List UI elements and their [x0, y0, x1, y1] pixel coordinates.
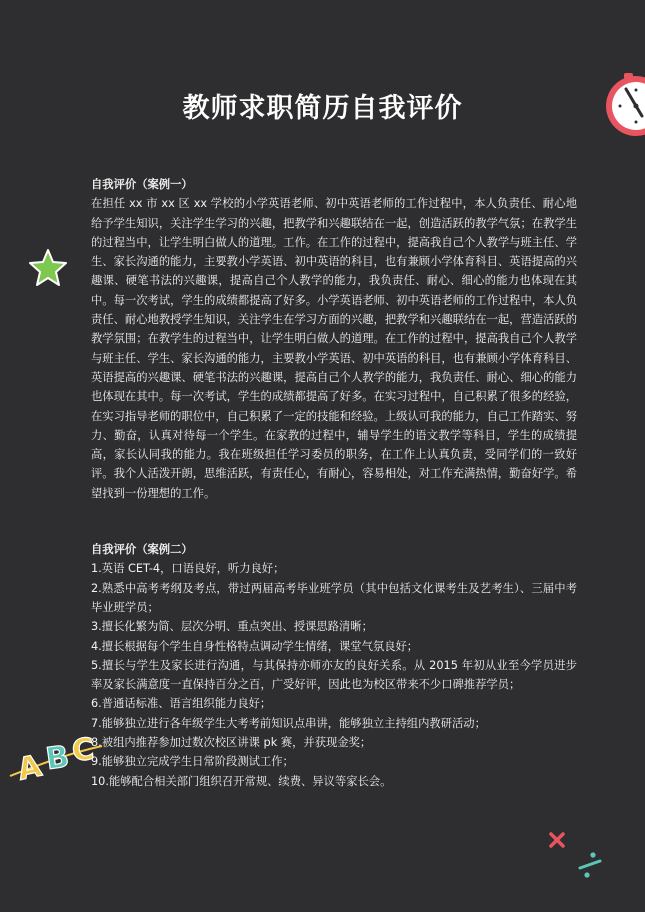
list-item: 9.能够独立完成学生日常阶段测试工作；: [91, 755, 294, 769]
document-body: [91, 175, 577, 791]
divide-icon: [577, 850, 603, 880]
case-one-paragraph: 在担任 xx 市 xx 区 xx 学校的小学英语老师、初中英语老师的工作过程中，本人负责任、耐心地给予学生知识，关注学生学习的兴趣，把教学和兴趣联结在一起，创造活跃的教学气氛；在教学生的过程当中，让学生明白做人的道理。工作。在工作的过程中，提高我自己个人教学与班主任、学生、家长沟通的能力，主要教小学英语、初中英语的科目，也有兼顾小学体育科目、英语提高的兴趣课、硬笔书法的兴趣课，提高自己个人教学的能力，我负责任、耐心、细心的能力也体现在其中。每一次考试，学生的成绩都提高了好多。小学英语老师、初中英语老师的工作过程中，本人负责任、耐心地教授学生知识，关注学生在学习方面的兴趣，把教学和兴趣联结在一起，营造活跃的教学氛围；在教学生的过程当中，让学生明白做人的道理。在工作的过程中，提高我自己个人教学与班主任、学生、家长沟通的能力，主要教小学英语、初中英语的科目，也有兼顾小学体育科目、英语提高的兴趣课、硬笔书法的兴趣课，提高自己个人教学的能力，我负责任、耐心、细心的能力也体现在其中。每一次考试，学生的成绩都提高了好多。在实习过程中，自己积累了很多的经验，在实习指导老师的职位中，自己积累了一定的技能和经验。上级认可我的能力，自己工作踏实、努力、勤奋，认真对待每一个学生。在家教的过程中，辅导学生的语文教学等科目，学生的成绩提高，家长认同我的能力。我在班级担任学习委员的职务，在工作上认真负责，受同学们的一致好评。我个人活泼开朗，思维活跃，有责任心，有耐心，容易相处，对工作充满热情，勤奋好学。希望找到一份理想的工作。: [91, 197, 577, 500]
list-item: 6.普通话标准、语言组织能力良好；: [91, 697, 272, 711]
abc-letter-a: A: [14, 748, 45, 788]
section-heading-case-two: 自我评价（案例二）: [91, 543, 193, 557]
page-title: 教师求职简历自我评价: [182, 93, 463, 124]
list-item: 10.能够配合相关部门组织召开常规、续费、异议等家长会。: [91, 774, 392, 788]
star-icon: [28, 248, 68, 288]
abc-letter-c: C: [70, 731, 96, 769]
cross-icon: [548, 831, 566, 849]
section-heading-case-one: 自我评价（案例一）: [91, 178, 193, 191]
list-item: 4.擅长根据每个学生自身性格特点调动学生情绪，课堂气氛良好；: [91, 639, 419, 653]
list-item: 7.能够独立进行各年级学生大考考前知识点串讲，能够独立主持组内教研活动；: [91, 716, 486, 730]
list-item: 8.被组内推荐参加过数次校区讲课 pk 赛，并获现金奖；: [91, 736, 372, 750]
list-item: 3.擅长化繁为简、层次分明、重点突出、授课思路清晰；: [91, 620, 373, 634]
list-item: 1.英语 CET-4，口语良好，听力良好；: [91, 562, 285, 576]
case-two-list: [91, 559, 577, 791]
section-spacer: [91, 503, 577, 540]
abc-letter-b: B: [43, 739, 72, 778]
list-item: 2.熟悉中高考考纲及考点，带过两届高考毕业班学员（其中包括文化课考生及艺考生）、三届中考毕业班学员；: [91, 581, 577, 614]
list-item: 5.擅长与学生及家长进行沟通，与其保持亦师亦友的良好关系。从 2015 年初从业至今学员进步率及家长满意度一直保持百分之百，广受好评，因此也为校区带来不少口碑推荐学员；: [91, 658, 577, 692]
